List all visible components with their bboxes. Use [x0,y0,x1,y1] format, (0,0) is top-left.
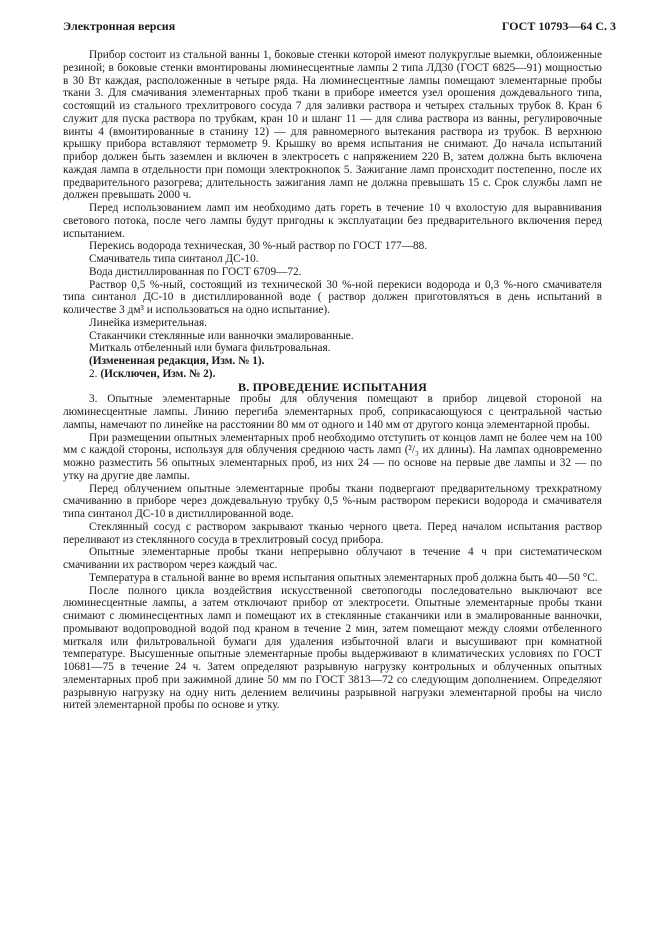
paragraph-spacing: При размещении опытных элементарных проб необходимо отступить от концов ламп не более чем на 100 мм с каждой стороны, используя для облучения среднюю часть ламп (²/₃ их длины). На лампах одновременно можно разместить 56 опытных элементарных проб, из них 24 — по основе на первые две лампы и 32 — по утку на другие две лампы. [63,431,602,482]
material-distilled-water: Вода дистиллированная по ГОСТ 6709—72. [89,265,302,278]
paragraph-lamp-preparation: Перед использованием ламп им необходимо дать гореть в течение 10 ч вхолостую для выравнивания светового потока, после чего лампы будут пригодны к эксплуатации без предварительного включения перед испытанием. [63,202,602,240]
amendment-note-1: (Измененная редакция, Изм. № 1). [89,355,265,367]
material-glasses: Стаканчики стеклянные или ванночки эмалированные. [89,329,354,342]
paragraph-vessel: Стеклянный сосуд с раствором закрывают тканью черного цвета. Перед началом испытания раствор переливают из стеклянного сосуда в трехлитровый сосуд прибора. [63,520,602,546]
paragraph-irradiation: Опытные элементарные пробы ткани непрерывно облучают в течение 4 ч при систематическом смачивании их раствором через каждый час. [63,546,602,571]
amendment-note-2 [63,368,602,381]
paragraph-device-description: Прибор состоит из стальной ванны 1, боковые стенки которой имеют полукруглые выемки, облоиженные резиной; в боковые стенки вмонтированы люминесцентные лампы 2 типа ЛД30 (ГОСТ 6825—91) мощностью в 30 Вт каждая, расположенные в четыре ряда. На люминесцентные лампы помещают элементарные пробы ткани 3. Для смачивания элементарных проб ткани в приборе имеется узел орошения дождевального типа, состоящий из стального трехлитрового сосуда 7 для заливки раствора и четырех стальных трубок 8. Кран 6 служит для пуска раствора по трубкам, кран 10 и шланг 11 — для слива раствора из ванны, регулировочные винты 4 (вмонтированные в станину 12) — для равномерного вытекания раствора из трубок. В верхнюю крышку прибора вставляют термометр 9. Крышку во время испытания не снимают. До начала испытаний прибор должен быть заземлен и включен в электросеть с напряжением 220 В, затем должна быть включена каждая лампа в отдельности при помощи электрокнопок 5. Зажигание ламп происходит постепенно, после их предварительного разогрева; длительность зажигания ламп не должна превышать 15 с. Срок службы ламп не должен превышать 2000 ч. [63,49,602,202]
paragraph-post-cycle: После полного цикла воздействия искусственной светопогоды последовательно выключают все люминесцентные лампы, а затем отключают прибор от электросети. Опытные элементарные пробы ткани снимают с люминесцентных ламп и помещают их в стеклянные стаканчики или в эмалированные ванночки, промывают водопроводной водой под краном в течение 2 мин, затем помещают между слоями отбеленного миткаля или фильтровальной бумаги для удаления избыточной влаги и высушивают при комнатной температуре. Высушенные опытные элементарные пробы выдерживают в климатических условиях по ГОСТ 10681—75 в течение 24 ч. Затем определяют разрывную нагрузку контрольных и облученных опытных элементарных проб при зажимной длине 50 мм по ГОСТ 3813—72 со следующим дополнением. Определяют разрывную нагрузку на одну нить делением величины разрывной нагрузки элементарной пробы на число нитей элементарной пробы по основе и утку. [63,584,602,712]
section-title: В. ПРОВЕДЕНИЕ ИСПЫТАНИЯ [238,379,427,394]
amendment-excluded: (Исключен, Изм. № 2). [100,367,216,380]
paragraph-temperature: Температура в стальной ванне во время испытания опытных элементарных проб должна быть 40—50 °С. [89,571,598,584]
material-solution: Раствор 0,5 %-ный, состоящий из технической 30 %-ной перекиси водорода и 0,3 %-ного смачивателя типа синтанол ДС-10 в дистиллированной воде ( раствор должен приготовляться в день испытаний в количестве 3 дм³ и использоваться на одно испытание). [63,278,602,316]
paragraph-placement: 3. Опытные элементарные пробы для облучения помещают в прибор лицевой стороной на люминесцентные лампы. Линию перегиба элементарных проб, соприкасающуюся с центральной частью лампы, намечают по линейке на расстоянии 80 мм от одного и 140 мм от другого конца элементарной пробы. [63,393,602,431]
document-body [63,49,602,712]
header-standard-page: ГОСТ 10793—64 С. 3 [501,19,616,33]
paragraph-prewetting: Перед облучением опытные элементарные пробы ткани подвергают предварительному трехкратному смачиванию в приборе через дождевальную трубку 0,5 %-ным раствором перекиси водорода и смачивателя типа синтанол ДС-10 в дистиллированной воде. [63,482,602,520]
material-wetting-agent: Смачиватель типа синтанол ДС-10. [89,253,259,265]
material-hydrogen-peroxide: Перекись водорода техническая, 30 %-ный раствор по ГОСТ 177—88. [89,240,428,253]
item-number: 2. [89,367,98,380]
header-edition-label: Электронная версия [63,19,176,33]
material-ruler: Линейка измерительная. [89,316,207,329]
material-calico: Миткаль отбеленный или бумага фильтровальная. [89,342,331,355]
